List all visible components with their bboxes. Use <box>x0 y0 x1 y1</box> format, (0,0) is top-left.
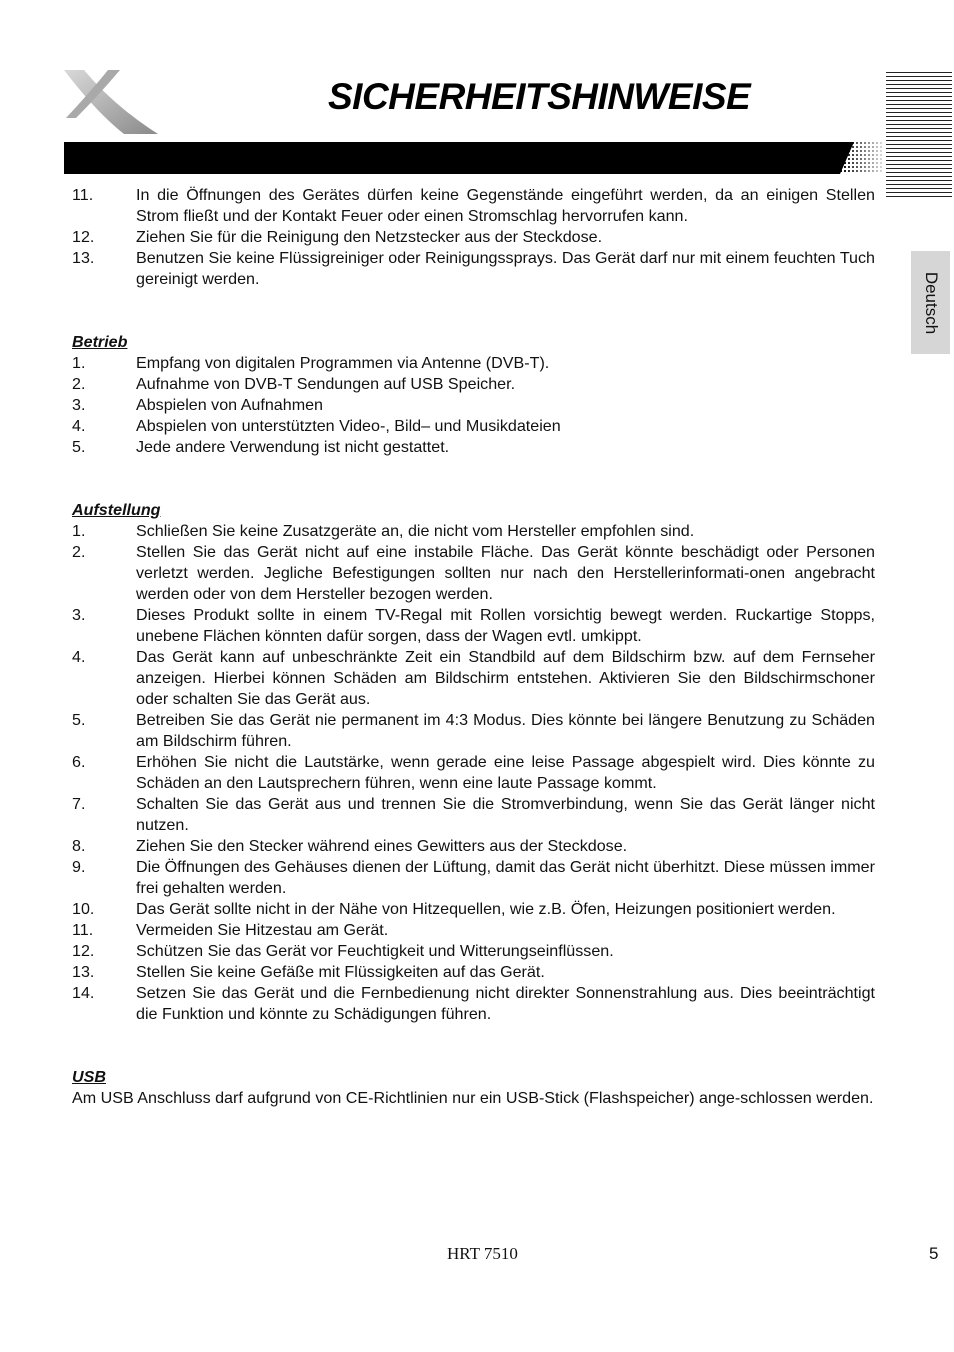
list-item <box>72 962 875 983</box>
item-number: 9. <box>72 858 86 876</box>
item-number: 11. <box>72 921 94 939</box>
item-text: Stellen Sie das Gerät nicht auf eine instabile Fläche. Das Gerät könnte beschädigt oder Personen verletzt werden. Jegliche Befestigungen sollten nur nach den Herstellerinformati-onen angebracht werden oder von dem Hersteller bezogen werden. <box>136 543 875 603</box>
intro-list <box>72 185 875 290</box>
list-item <box>72 248 875 290</box>
list-item <box>72 227 875 248</box>
item-text: In die Öffnungen des Gerätes dürfen keine Gegenstände eingeführt werden, da an einigen Stellen Strom fließt und der Kontakt Feuer oder einen Stromschlag hervorrufen kann. <box>136 186 875 225</box>
item-number: 5. <box>72 711 86 729</box>
section-heading: USB <box>72 1068 106 1086</box>
item-text: Das Gerät sollte nicht in der Nähe von Hitzequellen, wie z.B. Öfen, Heizungen positioniert werden. <box>136 900 836 918</box>
section-heading: Betrieb <box>72 333 128 351</box>
usb-paragraph: Am USB Anschluss darf aufgrund von CE-Richtlinien nur ein USB-Stick (Flashspeicher) ange-schlossen werden. <box>72 1089 874 1107</box>
list-item <box>72 983 875 1025</box>
item-text: Abspielen von unterstützten Video-, Bild– und Musikdateien <box>136 417 561 435</box>
list-item <box>72 542 875 605</box>
item-number: 14. <box>72 984 95 1002</box>
list-item <box>72 752 875 794</box>
list-item <box>72 521 875 542</box>
header-bar <box>64 142 882 174</box>
item-number: 4. <box>72 417 86 435</box>
list-item <box>72 920 875 941</box>
item-number: 1. <box>72 522 86 540</box>
item-text: Schützen Sie das Gerät vor Feuchtigkeit und Witterungseinflüssen. <box>136 942 614 960</box>
section-usb <box>72 1067 875 1109</box>
item-number: 3. <box>72 606 86 624</box>
item-number: 10. <box>72 900 95 918</box>
list-item <box>72 941 875 962</box>
list-item <box>72 437 875 458</box>
section-aufstellung <box>72 500 875 1025</box>
language-tab <box>911 251 950 354</box>
item-number: 3. <box>72 396 86 414</box>
footer-model-name: HRT 7510 <box>447 1244 518 1263</box>
section-betrieb <box>72 332 875 458</box>
decorative-stripes <box>886 72 952 200</box>
item-number: 1. <box>72 354 86 372</box>
item-number: 7. <box>72 795 86 813</box>
item-text: Setzen Sie das Gerät und die Fernbedienung nicht direkter Sonnenstrahlung aus. Dies beeinträchtigt die Funktion und könnte zu Schädigungen führen. <box>136 984 875 1023</box>
item-text: Schließen Sie keine Zusatzgeräte an, die nicht vom Hersteller empfohlen sind. <box>136 522 695 540</box>
item-text: Die Öffnungen des Gehäuses dienen der Lüftung, damit das Gerät nicht überhitzt. Diese müssen immer frei gehalten werden. <box>136 858 875 897</box>
list-item <box>72 710 875 752</box>
page-number: 5 <box>929 1244 939 1263</box>
item-number: 12. <box>72 942 95 960</box>
item-text: Aufnahme von DVB-T Sendungen auf USB Speicher. <box>136 375 516 393</box>
item-number: 13. <box>72 963 95 981</box>
list-item <box>72 857 875 899</box>
item-text: Dieses Produkt sollte in einem TV-Regal mit Rollen vorsichtig bewegt werden. Ruckartige Stopps, unebene Flächen könnten dafür sorgen, dass der Wagen evtl. umkippt. <box>136 606 875 645</box>
page-title: SICHERHEITSHINWEISE <box>328 76 751 117</box>
item-text: Schalten Sie das Gerät aus und trennen Sie die Stromverbindung, wenn Sie das Gerät länger nicht nutzen. <box>136 795 875 834</box>
item-text: Stellen Sie keine Gefäße mit Flüssigkeiten auf das Gerät. <box>136 963 545 981</box>
item-number: 11. <box>72 186 94 204</box>
list-item <box>72 374 875 395</box>
list-item <box>72 416 875 437</box>
item-text: Vermeiden Sie Hitzestau am Gerät. <box>136 921 389 939</box>
section-heading: Aufstellung <box>72 501 161 519</box>
item-text: Empfang von digitalen Programmen via Antenne (DVB-T). <box>136 354 550 372</box>
list-item <box>72 605 875 647</box>
item-text: Erhöhen Sie nicht die Lautstärke, wenn gerade eine leise Passage abgespielt wird. Dies könnte zu Schäden an den Lautsprechern führen, wenn eine laute Passage kommt. <box>136 753 875 792</box>
item-number: 2. <box>72 375 86 393</box>
list-item <box>72 899 875 920</box>
item-number: 5. <box>72 438 86 456</box>
item-text: Ziehen Sie den Stecker während eines Gewitters aus der Steckdose. <box>136 837 628 855</box>
item-number: 13. <box>72 249 95 267</box>
item-number: 12. <box>72 228 95 246</box>
list-item <box>72 794 875 836</box>
list-item <box>72 185 875 227</box>
item-number: 8. <box>72 837 86 855</box>
item-number: 4. <box>72 648 86 666</box>
x-brand-logo-icon <box>62 68 160 136</box>
list-item <box>72 353 875 374</box>
item-text: Das Gerät kann auf unbeschränkte Zeit ein Standbild auf dem Bildschirm bzw. auf dem Fernseher anzeigen. Hierbei können Schäden am Bildschirm entstehen. Aktivieren Sie den Bildschirmschoner oder schalten Sie das Gerät aus. <box>136 648 875 708</box>
list-item <box>72 395 875 416</box>
list-item <box>72 647 875 710</box>
item-number: 2. <box>72 543 86 561</box>
list-item <box>72 836 875 857</box>
item-number: 6. <box>72 753 86 771</box>
item-text: Betreiben Sie das Gerät nie permanent im 4:3 Modus. Dies könnte bei längere Benutzung zu Schäden am Bildschirm führen. <box>136 711 875 750</box>
main-content <box>72 185 875 1109</box>
item-text: Jede andere Verwendung ist nicht gestattet. <box>136 438 450 456</box>
item-text: Abspielen von Aufnahmen <box>136 396 324 414</box>
item-text: Benutzen Sie keine Flüssigreiniger oder Reinigungssprays. Das Gerät darf nur mit einem feuchten Tuch gereinigt werden. <box>136 249 875 288</box>
item-text: Ziehen Sie für die Reinigung den Netzstecker aus der Steckdose. <box>136 228 603 246</box>
language-tab-label: Deutsch <box>921 271 941 334</box>
